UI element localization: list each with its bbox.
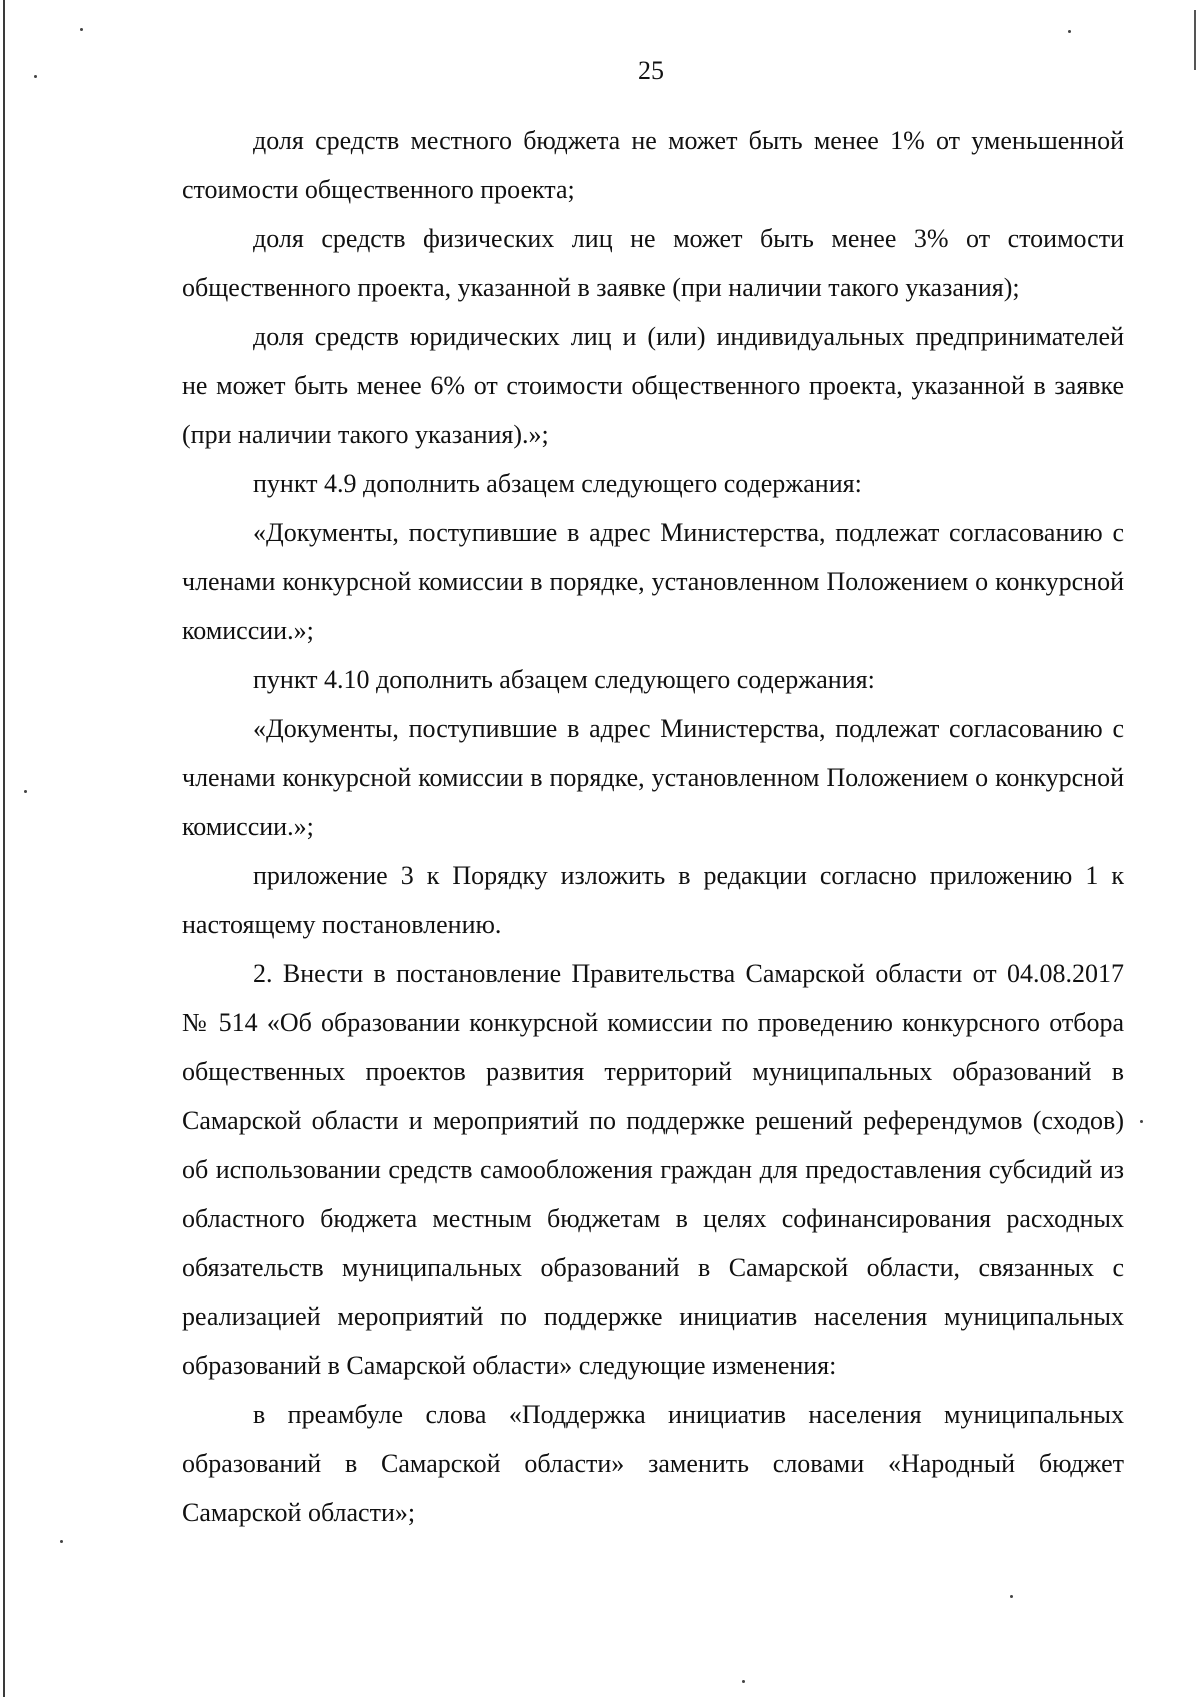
paragraph-individuals-share: доля средств физических лиц не может быть менее 3% от стоимости общественного проекта, указанной в заявке (при наличии такого указания);	[182, 224, 1124, 302]
paragraph-appendix-3: приложение 3 к Порядку изложить в редакции согласно приложению 1 к настоящему постановлению.	[182, 861, 1124, 939]
scan-speck	[80, 28, 83, 31]
paragraph-clause-4-9-text: «Документы, поступившие в адрес Министерства, подлежат согласованию с членами конкурсной комиссии в порядке, установленном Положением о конкурсной комиссии.»;	[182, 518, 1124, 645]
scan-speck	[1068, 30, 1071, 33]
paragraph-local-budget-share: доля средств местного бюджета не может быть менее 1% от уменьшенной стоимости общественного проекта;	[182, 126, 1124, 204]
paragraph-item-2: 2. Внести в постановление Правительства Самарской области от 04.08.2017 № 514 «Об образовании конкурсной комиссии по проведению конкурсного отбора общественных проектов развития территорий муниципальных образований в Самарской области и мероприятий по поддержке решений референдумов (сходов) об использовании средств самообложения граждан для предоставления субсидий из областного бюджета местным бюджетам в целях софинансирования расходных обязательств муниципальных образований в Самарской области, связанных с реализацией мероприятий по поддержке инициатив населения муниципальных образований в Самарской области» следующие изменения:	[182, 959, 1124, 1380]
scan-speck	[24, 790, 27, 793]
scan-speck	[1010, 1595, 1013, 1598]
scan-edge-left	[3, 0, 5, 1697]
paragraph-clause-4-10: пункт 4.10 дополнить абзацем следующего содержания:	[253, 665, 875, 694]
page-number: 25	[638, 56, 664, 85]
paragraph-clause-4-9: пункт 4.9 дополнить абзацем следующего содержания:	[253, 469, 862, 498]
paragraph-legal-entities-share: доля средств юридических лиц и (или) индивидуальных предпринимателей не может быть менее 6% от стоимости общественного проекта, указанной в заявке (при наличии такого указания).»;	[182, 322, 1124, 449]
document-body	[182, 116, 1124, 1537]
scan-speck	[1140, 1120, 1143, 1123]
scan-speck	[60, 1540, 63, 1543]
paragraph-clause-4-10-text: «Документы, поступившие в адрес Министерства, подлежат согласованию с членами конкурсной комиссии в порядке, установленном Положением о конкурсной комиссии.»;	[182, 714, 1124, 841]
paragraph-preamble-change: в преамбуле слова «Поддержка инициатив населения муниципальных образований в Самарской области» заменить словами «Народный бюджет Самарской области»;	[182, 1400, 1124, 1527]
scan-speck	[742, 1680, 745, 1683]
